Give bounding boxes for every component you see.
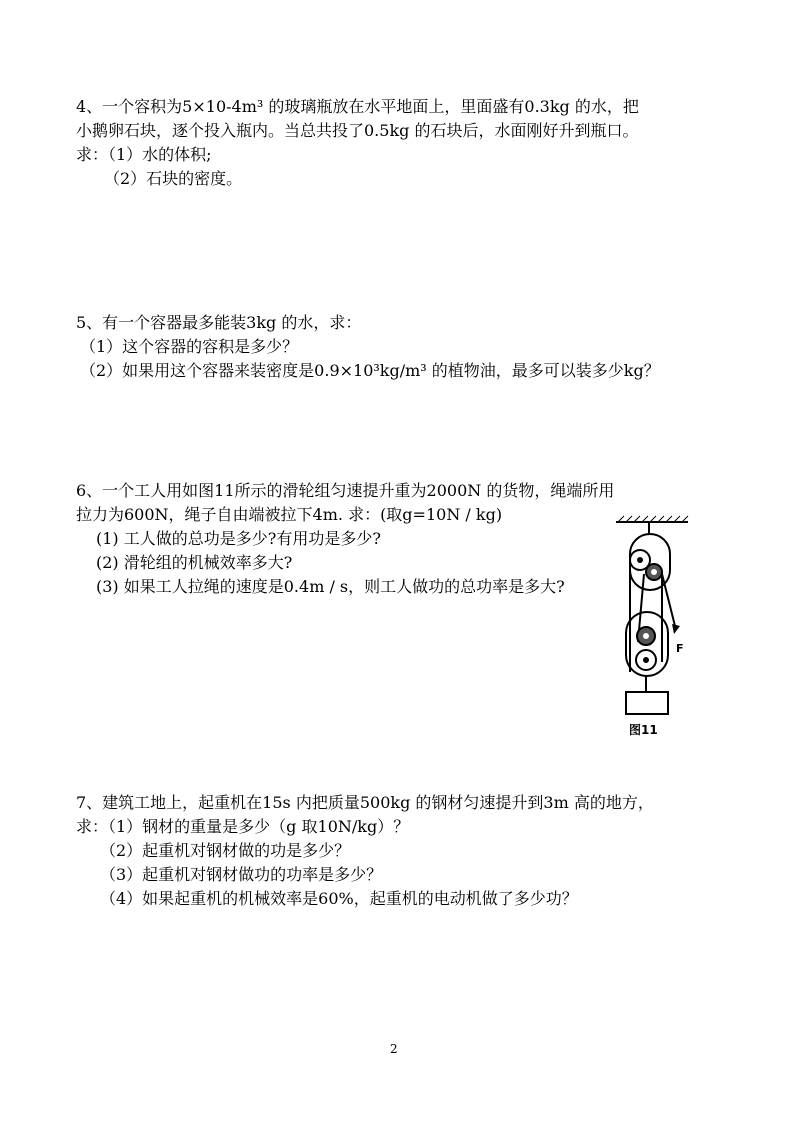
problem7-line3: （2）起重机对钢材做的功是多少？	[100, 841, 351, 860]
problem7-line2: 求：（1）钢材的重量是多少（g 取10N/kg）？	[76, 817, 410, 836]
problem4-line2: 小鹅卵石块，逐个投入瓶内。当总共投了0.5kg 的石块后，水面刚好升到瓶口。	[76, 121, 639, 140]
problem6-line3: (1) 工人做的总功是多少?有用功是多少?	[96, 529, 381, 548]
force-label: F	[676, 642, 684, 655]
arrow-down-icon	[672, 624, 680, 634]
pulley-diagram	[608, 512, 698, 742]
problem4-line3: 求：（1）水的体积;	[76, 145, 212, 164]
problem5-line1: 5、有一个容器最多能装3kg 的水，求：	[76, 313, 362, 332]
load-box	[626, 692, 668, 714]
problem7-line5: （4）如果起重机的机械效率是60%，起重机的电动机做了多少功？	[100, 889, 578, 908]
problem6-line5: (3) 如果工人拉绳的速度是0.4m / s，则工人做功的总功率是多大?	[96, 577, 565, 596]
problem4-line1: 4、一个容积为5×10-4m³ 的玻璃瓶放在水平地面上，里面盛有0.3kg 的水，把	[76, 97, 639, 116]
problem7-line4: （3）起重机对钢材做功的功率是多少？	[100, 865, 383, 884]
figure-caption: 图11	[629, 723, 658, 737]
pulley-system-figure	[608, 512, 698, 742]
problem5-line2: （1）这个容器的容积是多少？	[80, 337, 299, 356]
page-number: 2	[390, 1042, 398, 1056]
problem7-line1: 7、建筑工地上，起重机在15s 内把质量500kg 的钢材匀速提升到3m 高的地方，	[76, 793, 654, 812]
problem6-line2: 拉力为600N，绳子自由端被拉下4m. 求：(取g=10N / kg)	[76, 505, 503, 524]
problem6-line4: (2) 滑轮组的机械效率多大?	[96, 553, 293, 572]
problem6-line1: 6、一个工人用如图11所示的滑轮组匀速提升重为2000N 的货物，绳端所用	[76, 481, 615, 500]
problem5-line3: （2）如果用这个容器来装密度是0.9×10³kg/m³ 的植物油，最多可以装多少kg？	[80, 361, 660, 380]
problem4-line4: （2）石块的密度。	[104, 169, 243, 188]
